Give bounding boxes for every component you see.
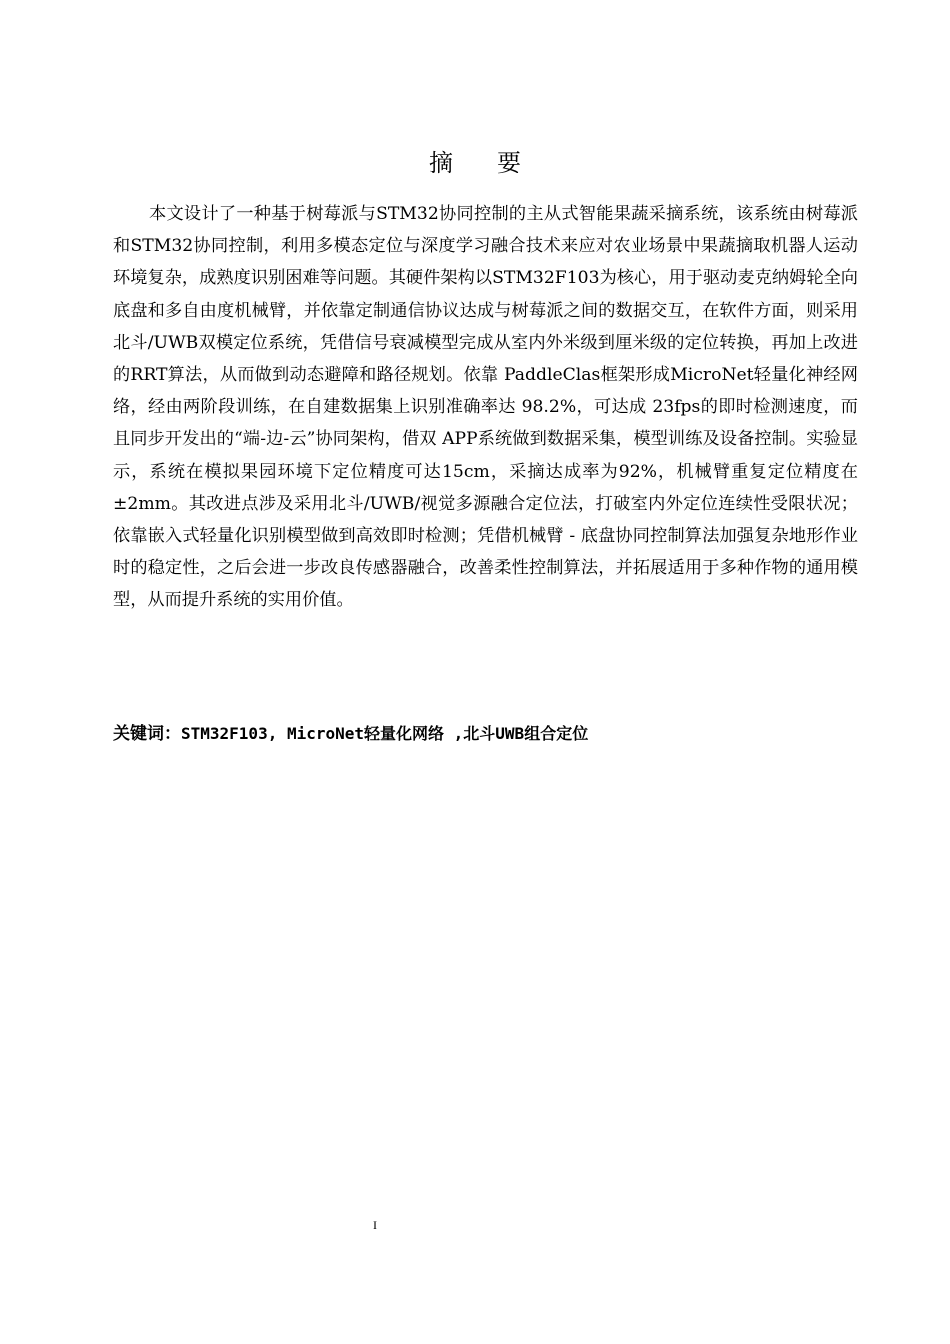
abstract-heading: 摘要 xyxy=(429,149,565,177)
abstract-paragraph: 本文设计了一种基于树莓派与STM32协同控制的主从式智能果蔬采摘系统，该系统由树莓派和STM32协同控制，利用多模态定位与深度学习融合技术来应对农业场景中果蔬摘取机器人运动环境复杂，成熟度识别困难等问题。其硬件架构以STM32F103为核心，用于驱动麦克纳姆轮全向底盘和多自由度机械臂，并依靠定制通信协议达成与树莓派之间的数据交互，在软件方面，则采用北斗/UWB双模定位系统，凭借信号衰减模型完成从室内外米级到厘米级的定位转换，再加上改进的RRT算法，从而做到动态避障和路径规划。依靠 PaddleClas框架形成MicroNet轻量化神经网络，经由两阶段训练，在自建数据集上识别准确率达 98.2%，可达成 23fps的即时检测速度，而且同步开发出的“端-边-云”协同架构，借双 APP系统做到数据采集，模型训练及设备控制。实验显示，系统在模拟果园环境下定位精度可达15cm，采摘达成率为92%，机械臂重复定位精度在±2mm。其改进点涉及采用北斗/UWB/视觉多源融合定位法，打破室内外定位连续性受限状况；依靠嵌入式轻量化识别模型做到高效即时检测；凭借机械臂 - 底盘协同控制算法加强复杂地形作业时的稳定性，之后会进一步改良传感器融合，改善柔性控制算法，并拓展适用于多种作物的通用模型，从而提升系统的实用价值。 xyxy=(113,204,858,611)
keywords-value: STM32F103, MicroNet轻量化网络 ,北斗UWB组合定位 xyxy=(181,724,589,743)
keywords-line xyxy=(113,719,858,749)
page-number: I xyxy=(373,1218,377,1232)
keywords-label: 关键词： xyxy=(113,724,181,744)
